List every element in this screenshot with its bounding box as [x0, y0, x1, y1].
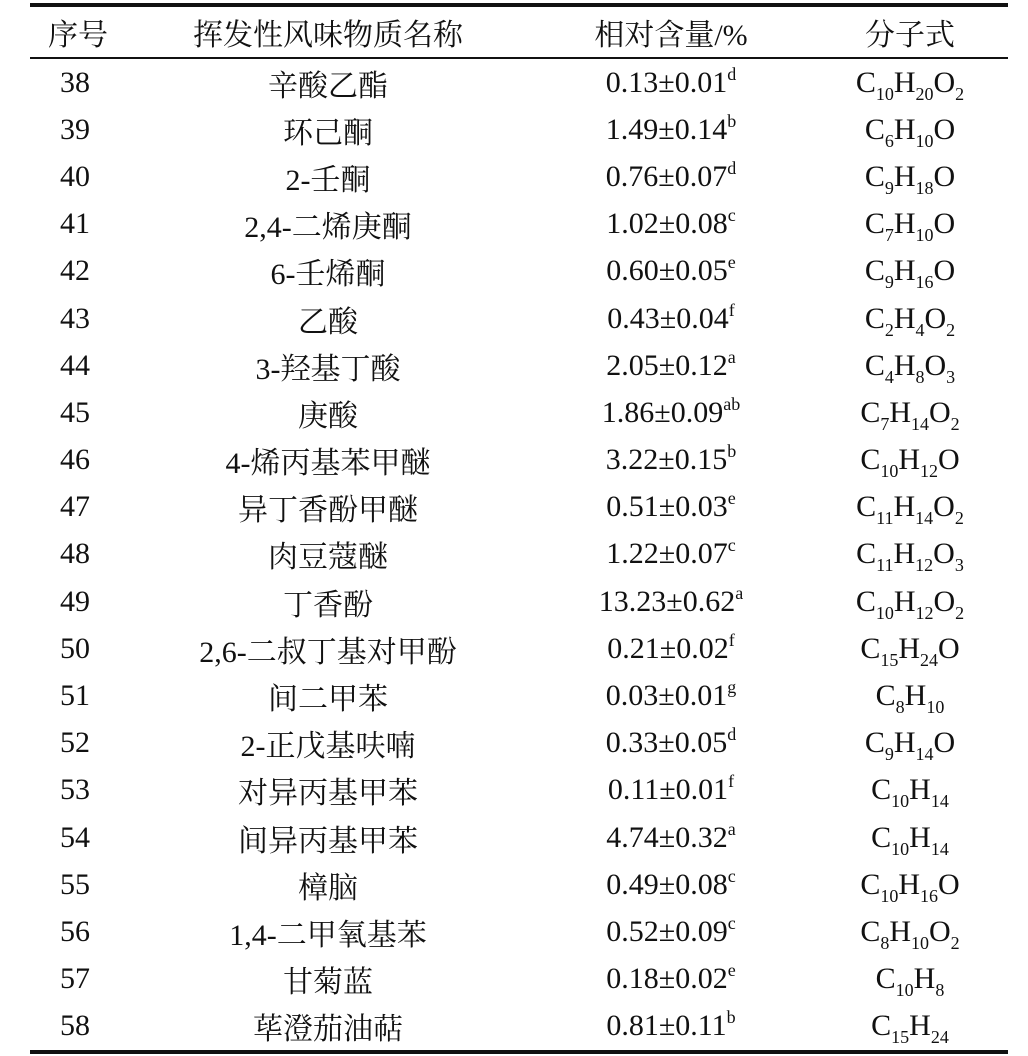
formula-count: 15: [891, 1027, 910, 1048]
relative-content-cell: [530, 437, 812, 484]
formula-count: 2: [950, 413, 960, 434]
significance-letter: ab: [723, 393, 741, 414]
relative-content-value: 0.60±0.05: [606, 254, 728, 288]
formula-element: H: [898, 631, 920, 665]
significance-letter: d: [727, 724, 737, 745]
relative-content-cell: [530, 767, 812, 814]
row-index: 39: [60, 112, 90, 146]
relative-content-cell: [530, 531, 812, 578]
relative-content-value: 0.13±0.01: [605, 65, 728, 99]
molecular-formula: [812, 861, 1008, 908]
compound-name: 辛酸乙酯: [268, 69, 388, 103]
row-index: 42: [60, 254, 90, 288]
molecular-formula: [812, 153, 1008, 200]
formula-count: 2: [954, 508, 964, 529]
row-index: 47: [60, 490, 90, 524]
molecular-formula: [812, 389, 1008, 436]
formula-count: 8: [935, 980, 945, 1001]
molecular-formula: [812, 201, 1008, 248]
compound-name: 乙酸: [298, 305, 358, 339]
formula-count: 2: [884, 319, 894, 340]
compound-name: 樟脑: [298, 871, 358, 905]
significance-letter: a: [727, 346, 736, 367]
formula-count: 10: [875, 83, 894, 104]
significance-letter: a: [735, 582, 744, 603]
table-row: [30, 861, 1008, 908]
compound-name: 2-壬酮: [285, 163, 371, 197]
row-index: 45: [60, 395, 90, 429]
formula-count: 20: [915, 83, 934, 104]
formula-element: C: [871, 1009, 892, 1043]
formula-count: 10: [875, 602, 894, 623]
formula-count: 24: [930, 1027, 949, 1048]
formula-element: O: [933, 490, 955, 524]
formula-count: 8: [880, 932, 890, 953]
relative-content-value: 0.81±0.11: [606, 1009, 727, 1043]
molecular-formula: [812, 814, 1008, 861]
molecular-formula: [812, 908, 1008, 955]
row-index: 52: [60, 726, 90, 760]
relative-content-cell: [530, 814, 812, 861]
compound-name: 1,4-二甲氧基苯: [229, 918, 427, 952]
row-index: 48: [60, 537, 90, 571]
formula-element: C: [871, 773, 892, 807]
compound-name: 异丁香酚甲醚: [238, 494, 418, 528]
formula-element: O: [933, 537, 955, 571]
row-index: 49: [60, 584, 90, 618]
formula-element: C: [860, 631, 881, 665]
formula-element: O: [933, 254, 956, 288]
molecular-formula: [812, 672, 1008, 719]
row-index: 53: [60, 773, 90, 807]
formula-element: O: [924, 348, 947, 382]
relative-content-value: 0.21±0.02: [607, 631, 729, 665]
formula-element: C: [871, 820, 892, 854]
compound-name: 环己酮: [283, 116, 373, 150]
relative-content-value: 0.52±0.09: [606, 914, 728, 948]
row-index: 43: [60, 301, 90, 335]
formula-element: H: [909, 773, 931, 807]
table-row: [30, 814, 1008, 861]
relative-content-cell: [530, 720, 812, 767]
formula-element: C: [860, 443, 881, 477]
formula-count: 7: [884, 225, 894, 246]
formula-element: O: [933, 112, 956, 146]
row-index: 44: [60, 348, 90, 382]
compound-name: 2,6-二叔丁基对甲酚: [199, 635, 457, 669]
formula-count: 14: [915, 744, 934, 765]
formula-element: C: [860, 395, 881, 429]
significance-letter: e: [727, 960, 736, 981]
compound-name: 间二甲苯: [268, 683, 388, 717]
formula-count: 12: [920, 461, 938, 482]
formula-element: C: [860, 867, 881, 901]
relative-content-value: 0.51±0.03: [606, 490, 728, 524]
compound-name: 2,4-二烯庚酮: [244, 211, 412, 245]
relative-content-value: 0.43±0.04: [607, 301, 729, 335]
formula-count: 14: [911, 413, 929, 434]
molecular-formula: [812, 295, 1008, 342]
table-row: [30, 767, 1008, 814]
relative-content-cell: [530, 625, 812, 672]
formula-element: H: [893, 584, 916, 618]
formula-count: 4: [915, 319, 925, 340]
formula-element: C: [875, 962, 896, 996]
formula-element: H: [893, 65, 916, 99]
formula-count: 24: [920, 649, 938, 670]
formula-element: O: [929, 395, 951, 429]
formula-element: H: [889, 914, 911, 948]
formula-element: C: [864, 301, 885, 335]
formula-element: C: [864, 112, 885, 146]
formula-element: C: [864, 254, 885, 288]
table-row: [30, 106, 1008, 153]
formula-count: 9: [884, 272, 894, 293]
row-index: 38: [60, 65, 90, 99]
relative-content-cell: [530, 342, 812, 389]
molecular-formula: [812, 342, 1008, 389]
formula-count: 18: [915, 177, 934, 198]
formula-element: O: [933, 584, 956, 618]
molecular-formula: [812, 720, 1008, 767]
compound-name: 间异丙基甲苯: [238, 824, 418, 858]
table-row: [30, 58, 1008, 106]
formula-element: C: [864, 348, 885, 382]
relative-content-cell: [530, 861, 812, 908]
relative-content-cell: [530, 295, 812, 342]
formula-count: 2: [955, 83, 965, 104]
molecular-formula: [812, 437, 1008, 484]
header-row: [30, 5, 1008, 58]
table-row: [30, 484, 1008, 531]
header-relative-content: 相对含量/%: [530, 5, 812, 58]
formula-element: H: [893, 112, 916, 146]
formula-element: C: [864, 159, 885, 193]
table-row: [30, 625, 1008, 672]
significance-letter: f: [728, 771, 735, 792]
formula-count: 2: [955, 602, 965, 623]
molecular-formula: [812, 956, 1008, 1003]
molecular-formula: [812, 484, 1008, 531]
formula-element: O: [938, 631, 960, 665]
formula-element: C: [860, 914, 881, 948]
formula-element: H: [889, 395, 911, 429]
header-index: 序号: [30, 5, 126, 58]
formula-element: O: [929, 914, 951, 948]
formula-count: 10: [895, 980, 914, 1001]
formula-count: 10: [926, 697, 945, 718]
relative-content-value: 0.76±0.07: [605, 159, 728, 193]
molecular-formula: [812, 58, 1008, 106]
formula-count: 16: [920, 885, 938, 906]
significance-letter: c: [727, 535, 736, 556]
formula-element: C: [864, 207, 885, 241]
formula-element: H: [893, 726, 916, 760]
relative-content-cell: [530, 578, 812, 625]
formula-count: 3: [954, 555, 964, 576]
formula-count: 16: [915, 272, 934, 293]
formula-element: O: [933, 726, 956, 760]
header-compound-name: 挥发性风味物质名称: [126, 5, 530, 58]
significance-letter: c: [727, 205, 736, 226]
table-row: [30, 672, 1008, 719]
relative-content-value: 2.05±0.12: [606, 348, 728, 382]
formula-count: 8: [895, 697, 905, 718]
compound-name: 丁香酚: [283, 588, 373, 622]
formula-element: C: [856, 537, 877, 571]
table-row: [30, 956, 1008, 1003]
formula-count: 12: [915, 602, 934, 623]
relative-content-value: 0.03±0.01: [605, 679, 728, 713]
molecular-formula: [812, 625, 1008, 672]
formula-count: 6: [884, 130, 894, 151]
formula-element: C: [864, 726, 885, 760]
table-row: [30, 908, 1008, 955]
formula-element: H: [893, 490, 916, 524]
molecular-formula: [812, 531, 1008, 578]
molecular-formula: [812, 106, 1008, 153]
significance-letter: c: [727, 865, 736, 886]
relative-content-cell: [530, 106, 812, 153]
table-row: [30, 342, 1008, 389]
relative-content-value: 13.23±0.62: [598, 584, 736, 618]
table-row: [30, 201, 1008, 248]
formula-element: H: [893, 537, 916, 571]
table-row: [30, 248, 1008, 295]
relative-content-value: 1.86±0.09: [601, 395, 724, 429]
table-row: [30, 720, 1008, 767]
compound-name: 荜澄茄油萜: [126, 1003, 530, 1052]
formula-count: 15: [880, 649, 899, 670]
formula-count: 14: [930, 791, 949, 812]
significance-letter: b: [727, 110, 737, 131]
relative-content-value: 1.22±0.07: [606, 537, 728, 571]
row-index: 58: [30, 1003, 126, 1052]
table-body: [30, 58, 1008, 1052]
row-index: 40: [60, 159, 90, 193]
formula-element: H: [909, 820, 931, 854]
formula-element: H: [898, 443, 920, 477]
header-molecular-formula: 分子式: [812, 5, 1008, 58]
formula-element: O: [933, 207, 956, 241]
table-row: [30, 437, 1008, 484]
compound-name: 对异丙基甲苯: [238, 777, 418, 811]
formula-element: H: [893, 348, 916, 382]
row-index: 56: [60, 914, 90, 948]
formula-count: 14: [915, 508, 934, 529]
significance-letter: g: [727, 677, 737, 698]
molecular-formula: [812, 578, 1008, 625]
formula-element: C: [855, 584, 876, 618]
row-index: 57: [60, 962, 90, 996]
formula-element: H: [893, 207, 916, 241]
formula-count: 11: [876, 508, 894, 529]
row-index: 51: [60, 679, 90, 713]
molecular-formula: [812, 1003, 1008, 1052]
relative-content-value: 0.11±0.01: [607, 773, 729, 807]
relative-content-cell: [530, 956, 812, 1003]
formula-count: 2: [950, 932, 960, 953]
formula-count: 10: [880, 461, 899, 482]
formula-count: 7: [880, 413, 890, 434]
formula-count: 10: [915, 225, 934, 246]
table-row: [30, 1003, 1008, 1052]
row-index: 55: [60, 867, 90, 901]
formula-element: C: [856, 490, 877, 524]
formula-element: O: [938, 443, 960, 477]
formula-element: H: [913, 962, 936, 996]
formula-count: 10: [880, 885, 899, 906]
formula-element: H: [909, 1009, 931, 1043]
compound-name: 3-羟基丁酸: [255, 352, 401, 386]
relative-content-cell: [530, 248, 812, 295]
relative-content-value: 0.33±0.05: [605, 726, 728, 760]
molecular-formula: [812, 248, 1008, 295]
formula-count: 2: [946, 319, 956, 340]
row-index: 41: [60, 207, 90, 241]
relative-content-cell: [530, 201, 812, 248]
compound-name: 庚酸: [298, 399, 358, 433]
formula-element: O: [933, 65, 956, 99]
table-row: [30, 531, 1008, 578]
formula-count: 10: [891, 838, 910, 859]
formula-count: 4: [884, 366, 894, 387]
formula-count: 14: [930, 838, 949, 859]
formula-element: O: [938, 867, 960, 901]
formula-count: 9: [884, 177, 894, 198]
table-row: [30, 389, 1008, 436]
formula-element: O: [933, 159, 956, 193]
formula-element: H: [893, 254, 916, 288]
formula-element: H: [904, 679, 927, 713]
significance-letter: e: [727, 252, 736, 273]
table-header: [30, 5, 1008, 58]
formula-element: C: [875, 679, 896, 713]
table-row: [30, 153, 1008, 200]
relative-content-value: 1.02±0.08: [606, 207, 728, 241]
significance-letter: c: [727, 912, 736, 933]
volatile-compounds-table: [30, 3, 1008, 1054]
formula-count: 10: [891, 791, 910, 812]
formula-count: 10: [915, 130, 934, 151]
formula-count: 9: [884, 744, 894, 765]
formula-element: O: [924, 301, 947, 335]
formula-element: C: [855, 65, 876, 99]
formula-count: 11: [876, 555, 894, 576]
relative-content-cell: [530, 58, 812, 106]
relative-content-value: 3.22±0.15: [605, 443, 728, 477]
formula-count: 10: [911, 932, 929, 953]
relative-content-cell: [530, 672, 812, 719]
compound-name: 4-烯丙基苯甲醚: [225, 447, 431, 481]
significance-letter: a: [727, 818, 736, 839]
relative-content-cell: [530, 484, 812, 531]
compound-name: 肉豆蔻醚: [268, 541, 388, 575]
relative-content-value: 1.49±0.14: [605, 112, 728, 146]
relative-content-value: 4.74±0.32: [606, 820, 728, 854]
relative-content-cell: [530, 153, 812, 200]
row-index: 54: [60, 820, 90, 854]
relative-content-value: 0.18±0.02: [606, 962, 728, 996]
row-index: 50: [60, 631, 90, 665]
formula-count: 8: [915, 366, 925, 387]
molecular-formula: [812, 767, 1008, 814]
table-row: [30, 295, 1008, 342]
relative-content-cell: [530, 389, 812, 436]
significance-letter: f: [728, 629, 735, 650]
compound-name: 6-壬烯酮: [270, 258, 386, 292]
relative-content-value: 0.49±0.08: [606, 867, 728, 901]
significance-letter: e: [727, 488, 736, 509]
significance-letter: f: [728, 299, 735, 320]
formula-element: H: [898, 867, 920, 901]
compound-name: 甘菊蓝: [283, 966, 373, 1000]
significance-letter: b: [727, 441, 737, 462]
significance-letter: b: [726, 1007, 736, 1028]
table-row: [30, 578, 1008, 625]
formula-element: H: [893, 301, 916, 335]
relative-content-cell: [530, 1003, 812, 1052]
formula-count: 12: [915, 555, 934, 576]
relative-content-cell: [530, 908, 812, 955]
formula-count: 3: [946, 366, 956, 387]
formula-element: H: [893, 159, 916, 193]
significance-letter: d: [727, 63, 737, 84]
compound-name: 2-正戊基呋喃: [240, 730, 416, 764]
significance-letter: d: [727, 157, 737, 178]
row-index: 46: [60, 443, 90, 477]
